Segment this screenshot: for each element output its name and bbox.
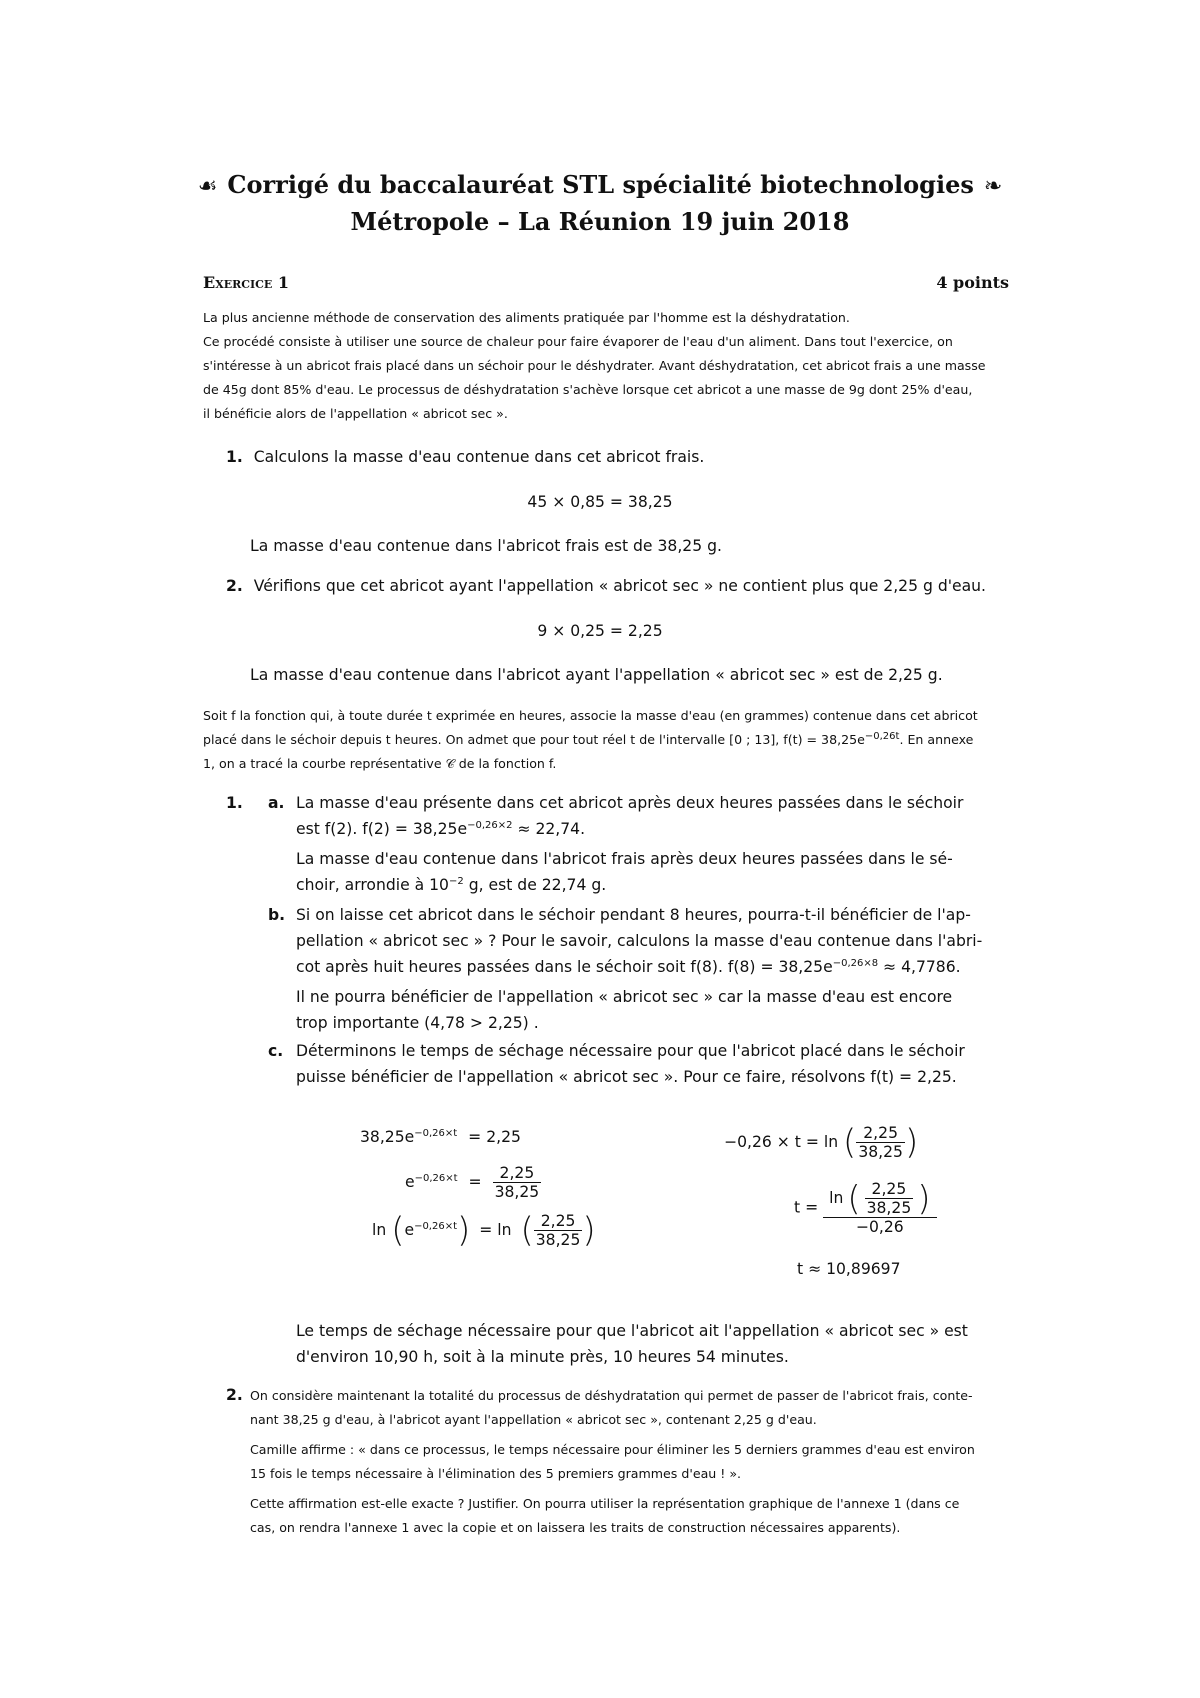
q2-statement <box>226 573 986 599</box>
page-subtitle: Métropole – La Réunion 19 juin 2018 <box>350 207 850 236</box>
p1b-label: b. <box>268 906 286 924</box>
intro-line: Ce procédé consiste à utiliser une source de chaleur pour faire évaporer de l'eau d'un aliment. Dans tout l'exercice, on <box>203 334 953 349</box>
p2-text: On considère maintenant la totalité du processus de déshydratation qui permet de passer de l'abricot frais, conte- nant 38,25 g d'eau, à l'abricot ayant l'appellation « abricot sec », contenant 2,25 g d'eau. Camille affirme : « dans ce processus, le temps nécessaire pour éliminer les 5 derniers grammes d'eau est environ 15 fois le temps nécessaire à l'élimination des 5 premiers grammes d'eau ! ». Cette affirmation est-elle exacte ? Justifier. On pourra utiliser la représentation graphique de l'annexe 1 (dans ce cas, on rendra l'annexe 1 avec la copie et on laissera les traits de construction nécessaires apparents). <box>250 1388 975 1535</box>
q1-text: Calculons la masse d'eau contenue dans cet abricot frais. <box>253 448 705 466</box>
q1-formula: 45 × 0,85 = 38,25 <box>527 493 673 511</box>
p1c-text: Déterminons le temps de séchage nécessaire pour que l'abricot placé dans le séchoir puisse bénéficier de l'appellation « abricot sec ». Pour ce faire, résolvons f(t) = 2,25. <box>296 1042 965 1086</box>
p1a-text: La masse d'eau présente dans cet abricot après deux heures passées dans le séchoir est f(2). $f(2) = 38,25e^{-0,26\times 2} \approx 22,74$. La masse d'eau contenue dans l'abricot frais après deux heures passées dans le sé- choir, arrondie à $10^{-2}$ g, est de 22,74 g. <box>296 794 964 894</box>
fraction: $\frac{2,25}{38,25}$ <box>494 1164 540 1201</box>
fraction: ln ( $\frac{2,25}{38,25}$ ) −0,26 <box>823 1180 936 1236</box>
p2-number: 2. <box>226 1386 243 1404</box>
function-intro <box>203 704 1023 776</box>
intro-paragraph <box>203 306 1023 426</box>
q1-statement <box>226 444 704 470</box>
function-intro-line: placé dans le séchoir depuis t heures. On admet que pour tout réel t de l'intervalle [0 ; 13], $f(t) = 38,25e^{-0,26t}$. En annexe <box>203 730 974 747</box>
q1-answer: La masse d'eau contenue dans l'abricot frais est de 38,25 g. <box>250 537 722 555</box>
intro-line: il bénéficie alors de l'appellation « abricot sec ». <box>203 406 508 421</box>
p1b-text: Si on laisse cet abricot dans le séchoir pendant 8 heures, pourra-t-il bénéficier de l'ap- pellation « abricot sec » ? Pour le savoir, calculons la masse d'eau contenue dans l'abri- cot après huit heures passées dans le séchoir soit f(8). $f(8) = 38,25e^{-0,26\times 8} \approx 4,7786$. Il ne pourra bénéficier de l'appellation « abricot sec » car la masse d'eau est encore trop importante (4,78 > 2,25) . <box>296 906 983 1032</box>
ornament-left-icon: ☙ <box>197 174 218 199</box>
p1a-label: a. <box>268 794 285 812</box>
q2-text: Vérifions que cet abricot ayant l'appellation « abricot sec » ne contient plus que 2,25 g d'eau. <box>253 577 987 595</box>
ornament-right-icon: ❧ <box>983 174 1003 199</box>
intro-line: s'intéresse à un abricot frais placé dans un séchoir pour le déshydrater. Avant déshydratation, cet abricot frais a une masse <box>203 358 986 373</box>
page-title <box>0 170 1200 199</box>
conclusion: Le temps de séchage nécessaire pour que l'abricot ait l'appellation « abricot sec » est d'environ 10,90 h, soit à la minute près, 10 heures 54 minutes. <box>296 1322 968 1366</box>
function-intro-line: 1, on a tracé la courbe représentative 𝒞 de la fonction f. <box>203 756 557 771</box>
q1-number: 1. <box>226 448 243 466</box>
fraction: $\frac{2,25}{38,25}$ <box>535 1212 581 1249</box>
fraction: $\frac{2,25}{38,25}$ <box>858 1124 903 1161</box>
eq-right-row-2: t = ln ( $\frac{2,25}{38,25}$ ) −0,26 <box>794 1180 937 1236</box>
q2-answer: La masse d'eau contenue dans l'abricot ayant l'appellation « abricot sec » est de 2,25 g. <box>250 666 943 684</box>
function-intro-line: Soit f la fonction qui, à toute durée t exprimée en heures, associe la masse d'eau (en grammes) contenue dans cet abricot <box>203 708 978 723</box>
title-line-1: Corrigé du baccalauréat STL spécialité biotechnologies <box>227 170 974 199</box>
eq-left-row-2: $e^{-0,26\times t}$ = $\frac{2,25}{38,25}$ <box>405 1164 540 1201</box>
eq-right-row-1: −0,26 × t = ln ( $\frac{2,25}{38,25}$ ) <box>724 1122 919 1163</box>
q2-number: 2. <box>226 577 243 595</box>
intro-line: de 45g dont 85% d'eau. Le processus de déshydratation s'achève lorsque cet abricot a une masse de 9g dont 25% d'eau, <box>203 382 973 397</box>
q2-formula: 9 × 0,25 = 2,25 <box>537 622 663 640</box>
intro-line: La plus ancienne méthode de conservation des aliments pratiquée par l'homme est la déshydratation. <box>203 310 850 325</box>
exercise-points: 4 points <box>936 273 1009 292</box>
exercise-label: Exercice 1 <box>203 273 289 292</box>
eq-left-row-1: $38,25e^{-0,26\times t} = 2,25$ <box>360 1127 521 1146</box>
eq-right-row-3: t ≈ 10,89697 <box>797 1260 901 1278</box>
p1-number: 1. <box>226 794 243 812</box>
p1c-label: c. <box>268 1042 284 1060</box>
eq-left-row-3: $\ln (e^{-0,26\times t}) = \ln$ ( $\frac{2,25}{38,25}$ ) <box>372 1210 596 1251</box>
